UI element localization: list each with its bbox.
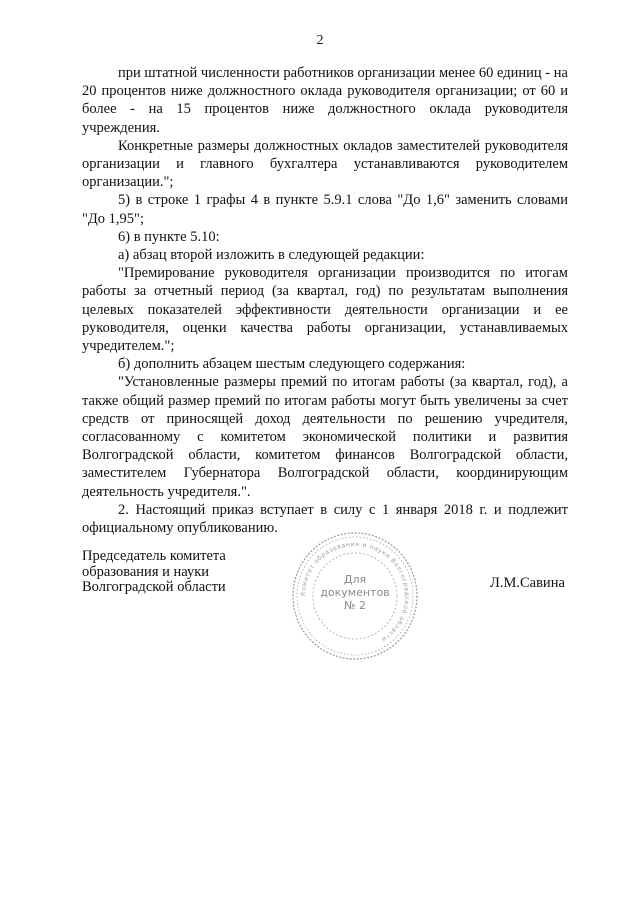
stamp-ring-text: Комитет образования и науки Волгоградской области <box>299 540 411 643</box>
paragraph-effective-date: 2. Настоящий приказ вступает в силу с 1 января 2018 г. и подлежит официальному опубликованию. <box>82 501 568 537</box>
paragraph-item-6: 6) в пункте 5.10: <box>118 228 220 245</box>
paragraph-item-5: 5) в строке 1 графы 4 в пункте 5.9.1 слова "До 1,6" заменить словами "До 1,95"; <box>82 192 568 227</box>
page-number: 2 <box>316 33 324 48</box>
paragraph-bonus-wording: "Премирование руководителя организации производится по итогам работы за отчетный период (за квартал, год) по результатам выполнения целевых показателей эффективности деятельности организации и ее руководителя, оценки качества работы организации, устанавливаемых учредителем."; <box>82 265 568 355</box>
paragraph-bonus-increase: "Установленные размеры премий по итогам работы (за квартал, год), а также общий размер премий по итогам работы могут быть увеличены за счет средств от приносящей доход деятельности по решению учредителя, согласованному с комитетом экономической политики и развития Волгоградской области, комитетом финансов Волгоградской области, заместителем Губернатора Волгоградской области, координирующим деятельность учредителя.". <box>82 374 568 500</box>
signer-position-line: Председатель комитета <box>82 548 226 564</box>
signer-position-line: Волгоградской области <box>82 579 226 595</box>
paragraph-deputy-salaries: Конкретные размеры должностных окладов заместителей руководителя организации и главного бухгалтера устанавливаются руководителем организации."; <box>82 137 568 191</box>
signer-position <box>82 549 226 596</box>
stamp-line: документов <box>320 586 390 599</box>
signer-name: Л.М.Савина <box>490 575 565 591</box>
stamp-line: Для <box>343 573 367 586</box>
signer-position-line: образования и науки <box>82 563 210 580</box>
document-body <box>82 64 568 537</box>
official-stamp <box>291 531 419 661</box>
paragraph-subitem-a: а) абзац второй изложить в следующей редакции: <box>118 247 425 264</box>
paragraph-staff-count: при штатной численности работников организации менее 60 единиц - на 20 процентов ниже должностного оклада руководителя организации; от 60 и более - на 15 процентов ниже должностного оклада руководителя учреждения. <box>82 65 568 136</box>
stamp-line: № 2 <box>344 599 366 612</box>
stamp-center-text <box>291 573 419 612</box>
paragraph-subitem-b: б) дополнить абзацем шестым следующего содержания: <box>118 356 466 373</box>
